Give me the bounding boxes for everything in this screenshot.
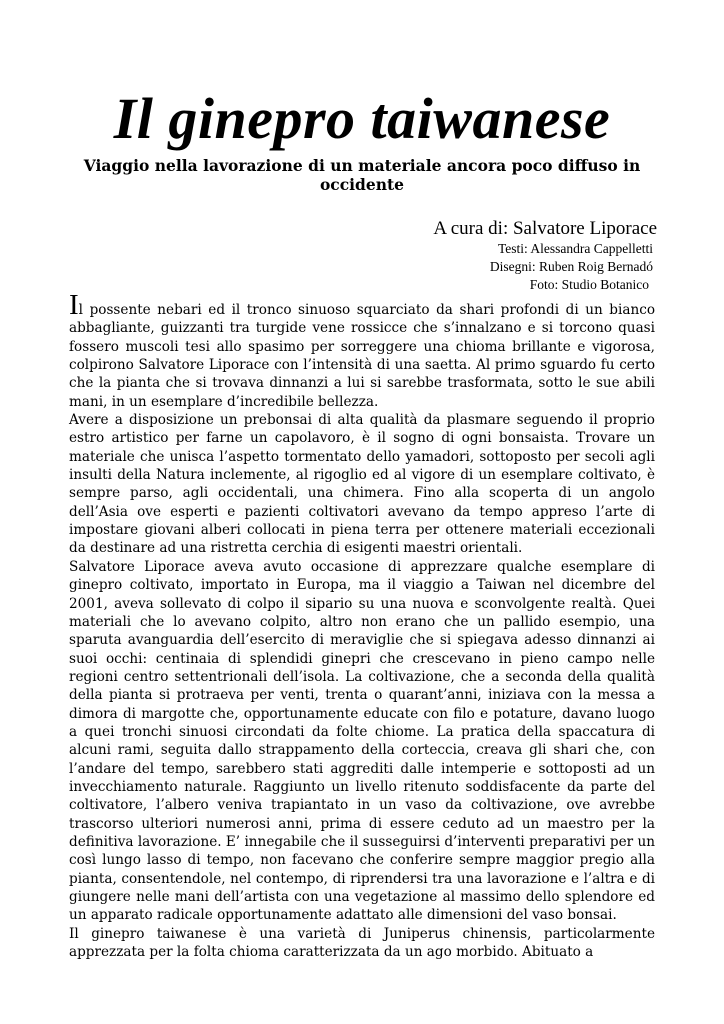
paragraph-1-text: l possente nebari ed il tronco sinuoso squarciato da shari profondi di un bianco abbagliante, guizzanti tra turgide vene rossicce che s’innalzano e si torcono quasi fossero muscoli tesi allo spasimo per sorreggere una chioma brillante e vigorosa, colpirono Salvatore Liporace con l’intensità di una saetta. Al primo sguardo fu certo che la pianta che si trovava dinnanzi a lui si sarebbe trasformata, sotto le sue abili mani, in un esemplare d’incredibile bellezza. xyxy=(69,302,655,410)
credits-block xyxy=(433,218,657,294)
texts-credit: Testi: Alessandra Cappelletti xyxy=(497,241,653,256)
photos-credit: Foto: Studio Botanico xyxy=(529,277,649,292)
paragraph-4: Il ginepro taiwanese è una varietà di Juniperus chinensis, particolarmente apprezzata per la folta chioma caratterizzata da un ago morbido. Abituato a xyxy=(69,925,655,961)
drop-cap: I xyxy=(69,289,79,321)
document-title: Il ginepro taiwanese xyxy=(113,86,611,151)
document-subtitle: Viaggio nella lavorazione di un materiale ancora poco diffuso in occidente xyxy=(83,156,641,194)
paragraph-2: Avere a disposizione un prebonsai di alta qualità da plasmare seguendo il proprio estro artistico per farne un capolavoro, è il sogno di ogni bonsaista. Trovare un materiale che unisca l’aspetto tormentato dello yamadori, sottoposto per secoli agli insulti della Natura inclemente, al rigoglio ed al vigore di un esemplare coltivato, è sempre parso, agli occidentali, una chimera. Fino alla scoperta di un angolo dell’Asia ove esperti e pazienti coltivatori avevano da tempo appreso l’arte di impostare giovani alberi collocati in piena terra per ottenere materiali eccezionali da destinare ad una ristretta cerchia di esigenti maestri orientali. xyxy=(69,412,655,557)
drawings-credit: Disegni: Ruben Roig Bernadó xyxy=(489,259,653,274)
paragraph-1 xyxy=(69,289,655,411)
paragraph-3: Salvatore Liporace aveva avuto occasione di apprezzare qualche esemplare di ginepro coltivato, importato in Europa, ma il viaggio a Taiwan nel dicembre del 2001, aveva sollevato di colpo il sipario su una nuova e sconvolgente realtà. Quei materiali che lo avevano colpito, altro non erano che un pallido esempio, una sparuta avanguardia dell’esercito di meraviglie che si spiegava adesso dinnanzi ai suoi occhi: centinaia di splendidi ginepri che crescevano in pieno campo nelle regioni centro settentrionali dell’isola. La coltivazione, che a seconda della qualità della pianta si protraeva per venti, trenta o quarant’anni, iniziava con la messa a dimora di margotte che, opportunamente educate con filo e potature, davano luogo a quei tronchi sinuosi circondati da folte chiome. La pratica della spaccatura di alcuni rami, seguita dallo strappamento della corteccia, creava gli shari che, con l’andare del tempo, sarebbero stati aggrediti dalle intemperie e sottoposti ad un invecchiamento naturale. Raggiunto un livello ritenuto soddisfacente da parte del coltivatore, l’albero veniva trapiantato in un vaso da coltivazione, ove avrebbe trascorso ulteriori numerosi anni, prima di essere ceduto ad un maestro per la definitiva lavorazione. E’ innegabile che il susseguirsi d’interventi preparativi per un così lungo lasso di tempo, non facevano che conferire sempre maggior pregio alla pianta, consentendole, nel contempo, di riprendersi tra una lavorazione e l’altra e di giungere nelle mani dell’artista con una vegetazione al massimo dello splendore ed un apparato radicale opportunamente adattato alle dimensioni del vaso bonsai. xyxy=(69,558,655,924)
curator-credit: A cura di: Salvatore Liporace xyxy=(433,218,657,239)
article-body xyxy=(69,289,655,961)
